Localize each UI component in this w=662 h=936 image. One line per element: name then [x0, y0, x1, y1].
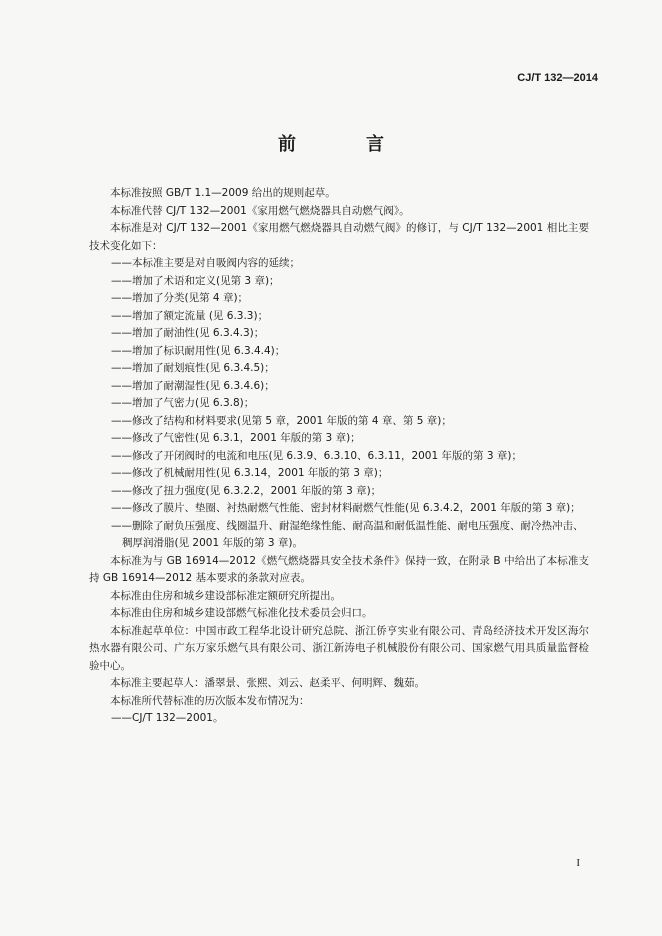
list-item: ——修改了结构和材料要求(见第 5 章，2001 年版的第 4 章、第 5 章)；: [111, 414, 452, 427]
paragraph: 本标准起草单位：中国市政工程华北设计研究总院、浙江侨亨实业有限公司、青岛经济技术开发区海尔热水器有限公司、广东万家乐燃气具有限公司、浙江新涛电子机械股份有限公司、国家燃气用具质量监督检验中心。: [89, 624, 589, 672]
paragraph: 本标准由住房和城乡建设部燃气标准化技术委员会归口。: [110, 607, 373, 619]
paragraph: 本标准按照 GB/T 1.1—2009 给出的规则起草。: [110, 187, 336, 199]
list-item: ——增加了标识耐用性(见 6.3.4.4)；: [111, 344, 286, 357]
changes-list: [89, 255, 589, 553]
standard-code: CJ/T 132—2014: [517, 72, 598, 84]
list-item: ——增加了耐划痕性(见 6.3.4.5)；: [111, 362, 275, 374]
list-item: ——修改了膜片、垫圈、衬热耐燃气性能、密封材料耐燃气性能(见 6.3.4.2，2001 年版的第 3 章)；: [111, 502, 581, 514]
list-item: ——增加了额定流量 (见 6.3.3)；: [111, 309, 269, 322]
paragraph: 本标准所代替标准的历次版本发布情况为：: [110, 694, 310, 707]
list-item: ——修改了开闭阀时的电流和电压(见 6.3.9、6.3.10、6.3.11，2001 年版的第 3 章)；: [111, 449, 522, 462]
page-number: I: [576, 857, 580, 869]
paragraph: 本标准主要起草人：潘翠景、张熙、刘云、赵柔平、何明辉、魏茹。: [110, 677, 425, 689]
paragraph: 本标准是对 CJ/T 132—2001《家用燃气燃烧器具自动燃气阀》的修订，与 CJ/T 132—2001 相比主要技术变化如下：: [89, 222, 589, 252]
page-title: 前 言: [278, 134, 410, 155]
list-item: ——增加了分类(见第 4 章)；: [111, 292, 249, 304]
list-item: ——增加了术语和定义(见第 3 章)；: [111, 274, 280, 287]
history-list: [89, 710, 589, 728]
paragraph: 本标准由住房和城乡建设部标准定额研究所提出。: [110, 589, 341, 602]
list-item: ——删除了耐负压强度、线圈温升、耐湿绝缘性能、耐高温和耐低温性能、耐电压强度、耐冷热冲击、稠厚润滑脂(见 2001 年版的第 3 章)。: [111, 519, 584, 549]
list-item: ——修改了扭力强度(见 6.3.2.2，2001 年版的第 3 章)；: [111, 484, 382, 497]
list-item: ——增加了耐潮湿性(见 6.3.4.6)；: [111, 379, 275, 392]
list-item: ——本标准主要是对自吸阀内容的延续；: [111, 257, 300, 269]
list-item: ——CJ/T 132—2001。: [111, 712, 224, 724]
list-item: ——修改了气密性(见 6.3.1，2001 年版的第 3 章)；: [111, 432, 361, 444]
document-body: [89, 185, 589, 728]
list-item: ——修改了机械耐用性(见 6.3.14，2001 年版的第 3 章)；: [111, 467, 389, 479]
paragraph: 本标准代替 CJ/T 132—2001《家用燃气燃烧器具自动燃气阀》。: [110, 204, 410, 217]
list-item: ——增加了耐油性(见 6.3.4.3)；: [111, 327, 265, 339]
list-item: ——增加了气密力(见 6.3.8)；: [111, 397, 255, 409]
paragraph: 本标准为与 GB 16914—2012《燃气燃烧器具安全技术条件》保持一致，在附录 B 中给出了本标准支持 GB 16914—2012 基本要求的条款对应表。: [89, 554, 589, 584]
